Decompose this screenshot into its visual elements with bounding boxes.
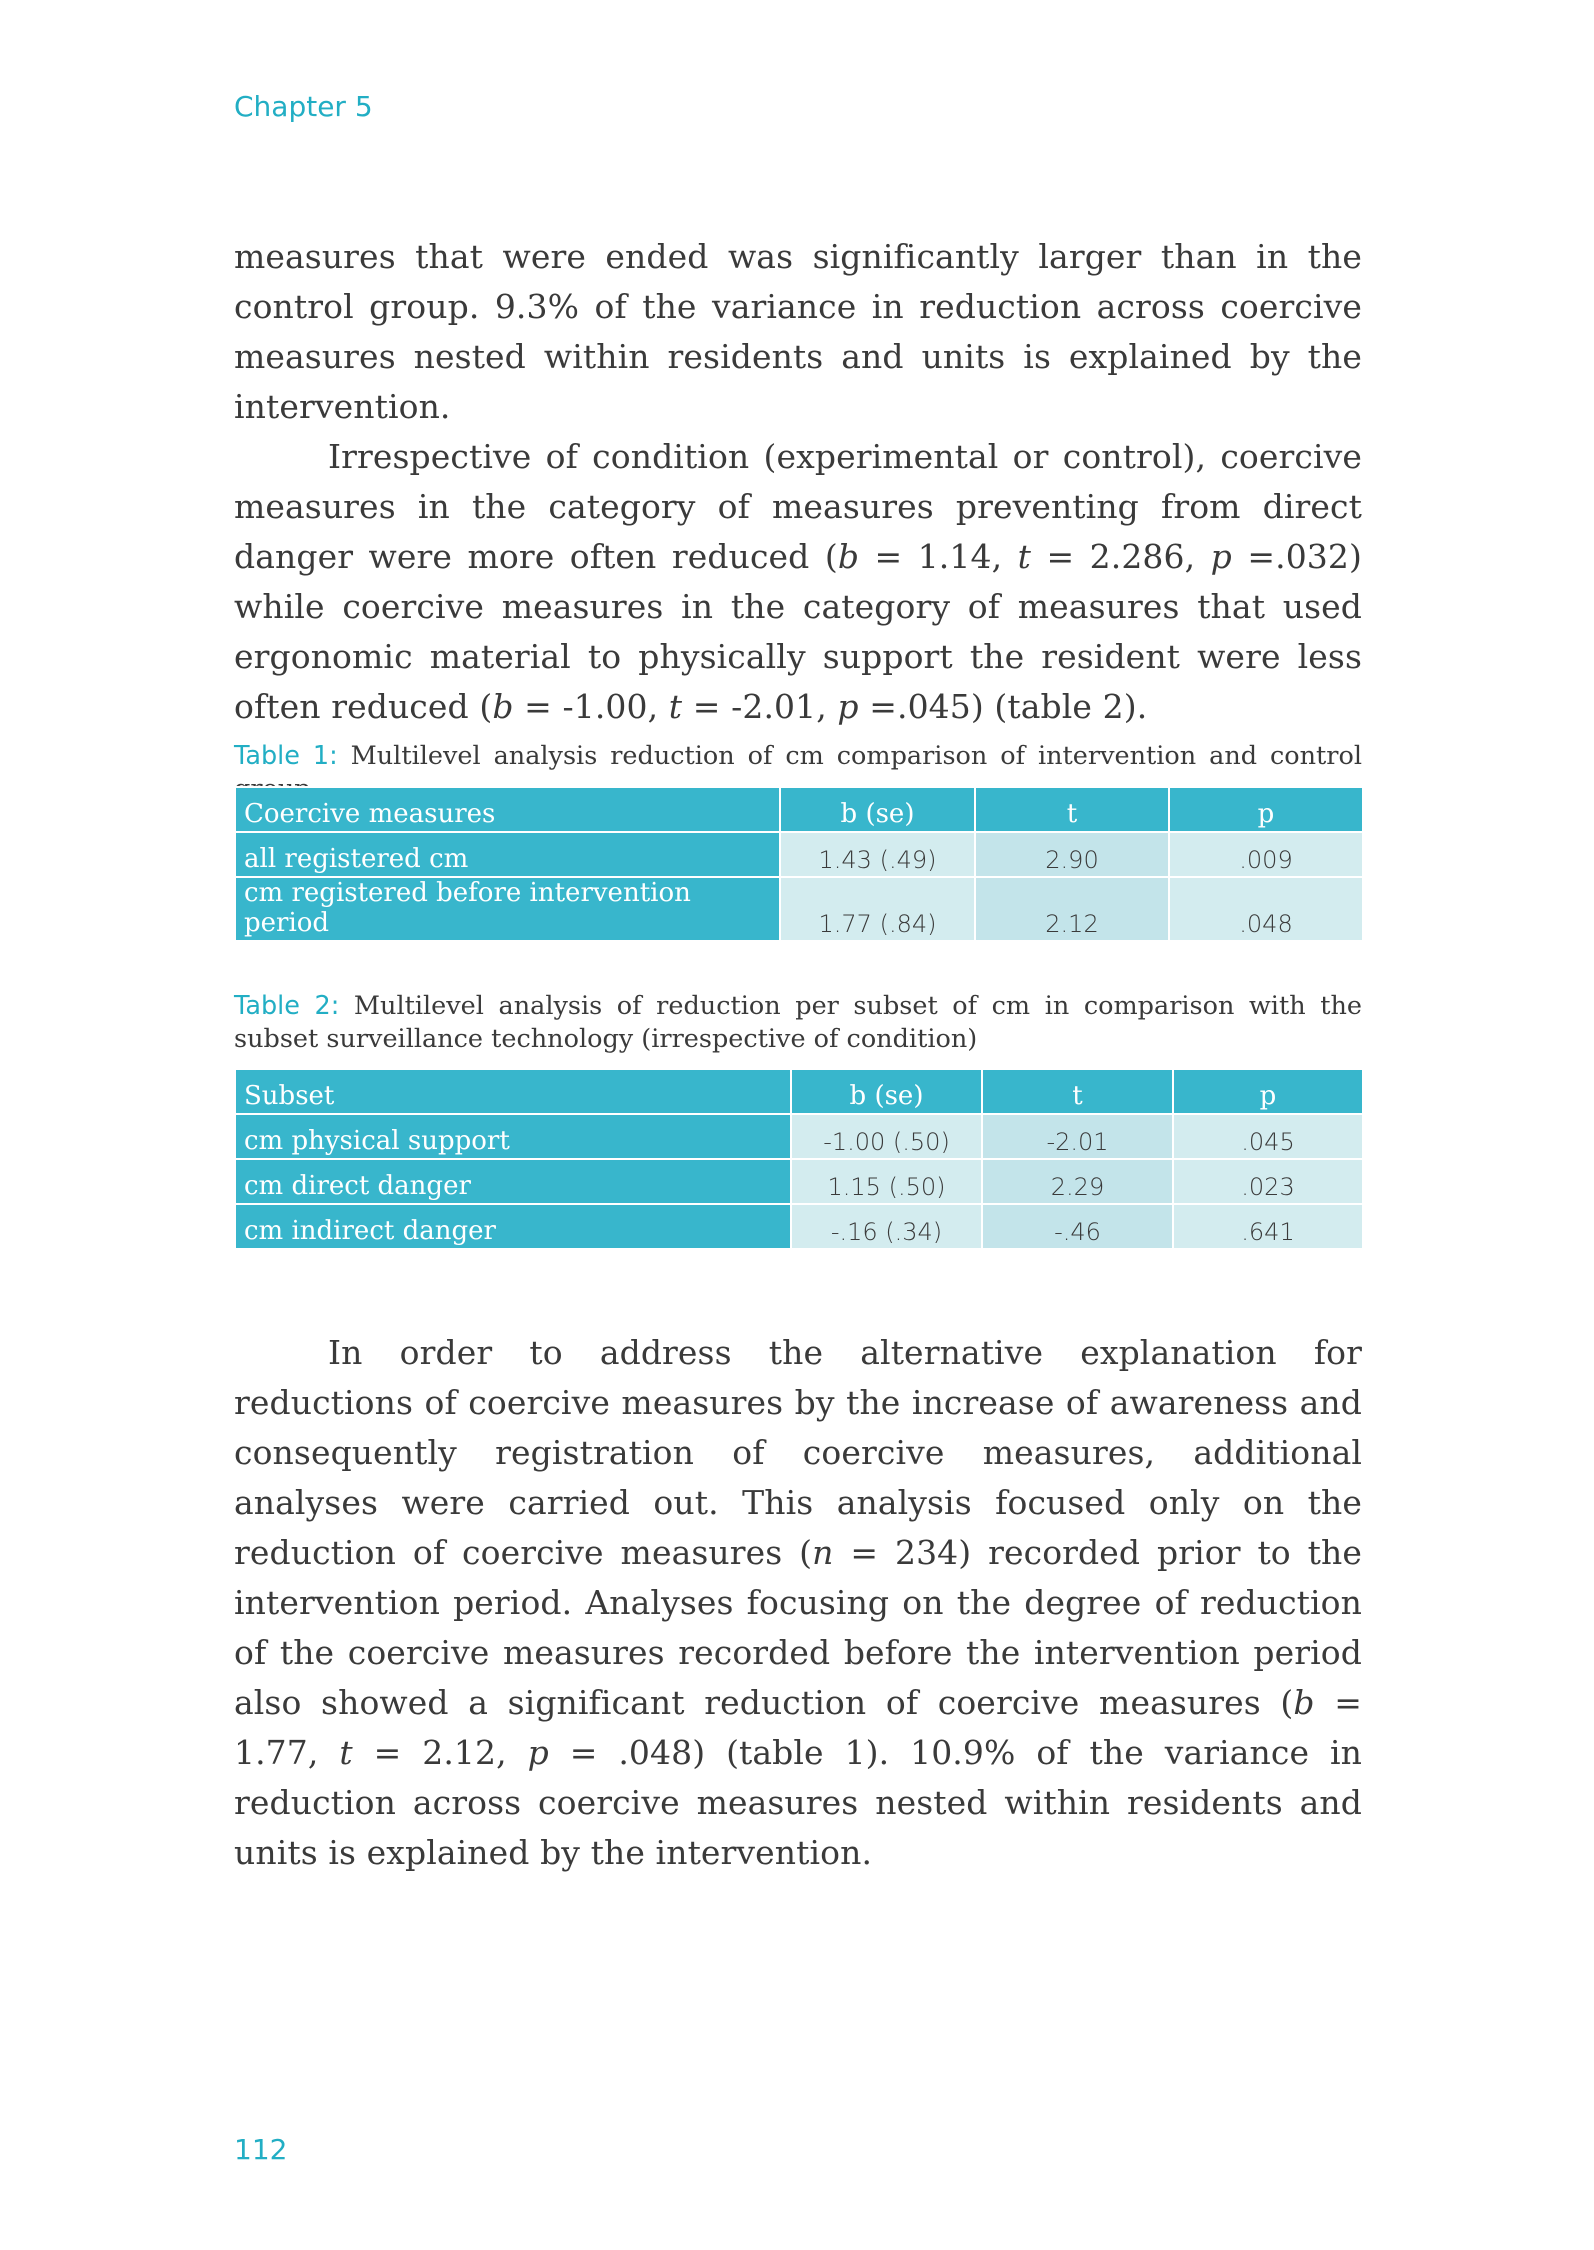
cell-t: 2.29 bbox=[982, 1159, 1173, 1204]
cell-p: .009 bbox=[1169, 832, 1363, 877]
table2-caption: Table 2: Multilevel analysis of reduction per subset of cm in comparison with the subset surveillance technology (irrespective of condition) bbox=[234, 991, 1362, 1054]
body-paragraph-1 bbox=[234, 232, 1362, 732]
cell-t: 2.12 bbox=[975, 877, 1169, 941]
table1 bbox=[234, 786, 1364, 942]
cell-p: .048 bbox=[1169, 877, 1363, 941]
row-label: cm physical support bbox=[235, 1114, 791, 1159]
table-header-row bbox=[235, 1069, 1363, 1114]
row-label: cm registered before intervention period bbox=[235, 877, 780, 941]
body-paragraph-2 bbox=[234, 1328, 1362, 1878]
table-row bbox=[235, 1204, 1363, 1249]
cell-b: -1.00 (.50) bbox=[791, 1114, 982, 1159]
cell-b: -.16 (.34) bbox=[791, 1204, 982, 1249]
page-number: 112 bbox=[234, 2133, 288, 2166]
cell-p: .023 bbox=[1173, 1159, 1363, 1204]
column-header: b (se) bbox=[791, 1069, 982, 1114]
table-row bbox=[235, 832, 1363, 877]
table-row bbox=[235, 1114, 1363, 1159]
column-header: Subset bbox=[235, 1069, 791, 1114]
cell-b: 1.43 (.49) bbox=[780, 832, 975, 877]
cell-b: 1.15 (.50) bbox=[791, 1159, 982, 1204]
cell-p: .045 bbox=[1173, 1114, 1363, 1159]
row-label: cm direct danger bbox=[235, 1159, 791, 1204]
cell-t: -2.01 bbox=[982, 1114, 1173, 1159]
paragraph-irrespective: Irrespective of condition (experimental or control), coercive measures in the category of measures preventing from direct danger were more often reduced (b = 1.14, t = 2.286, p =.032) while coercive measures in the category of measures that used ergonomic material to physically support the resident were less often reduced (b = -1.00, t = -2.01, p =.045) (table 2). bbox=[234, 437, 1362, 726]
column-header: t bbox=[975, 787, 1169, 832]
column-header: b (se) bbox=[780, 787, 975, 832]
row-label: all registered cm bbox=[235, 832, 780, 877]
column-header: p bbox=[1169, 787, 1363, 832]
table-header-row bbox=[235, 787, 1363, 832]
column-header: p bbox=[1173, 1069, 1363, 1114]
paragraph-continuation: measures that were ended was significantly larger than in the control group. 9.3% of the variance in reduction across coercive measures nested within residents and units is explained by the intervention. bbox=[234, 237, 1362, 426]
row-label: cm indirect danger bbox=[235, 1204, 791, 1249]
column-header: Coercive measures bbox=[235, 787, 780, 832]
table-row bbox=[235, 877, 1363, 941]
table1-caption: Table 1: Multilevel analysis reduction of cm comparison of intervention and control bbox=[234, 741, 1362, 771]
table-row bbox=[235, 1159, 1363, 1204]
cell-p: .641 bbox=[1173, 1204, 1363, 1249]
table2 bbox=[234, 1068, 1364, 1250]
paragraph-alternative-explanation: In order to address the alternative explanation for reductions of coercive measures by the increase of awareness and consequently registration of coercive measures, additional analyses were carried out. This analysis focused only on the reduction of coercive measures (n = 234) recorded prior to the intervention period. Analyses focusing on the degree of reduction of the coercive measures recorded before the intervention period also showed a significant reduction of coercive measures (b = 1.77, t = 2.12, p = .048) (table 1). 10.9% of the variance in reduction across coercive measures nested within residents and units is explained by the intervention. bbox=[234, 1333, 1362, 1872]
cell-b: 1.77 (.84) bbox=[780, 877, 975, 941]
column-header: t bbox=[982, 1069, 1173, 1114]
chapter-header: Chapter 5 bbox=[234, 90, 373, 123]
cell-t: 2.90 bbox=[975, 832, 1169, 877]
cell-t: -.46 bbox=[982, 1204, 1173, 1249]
